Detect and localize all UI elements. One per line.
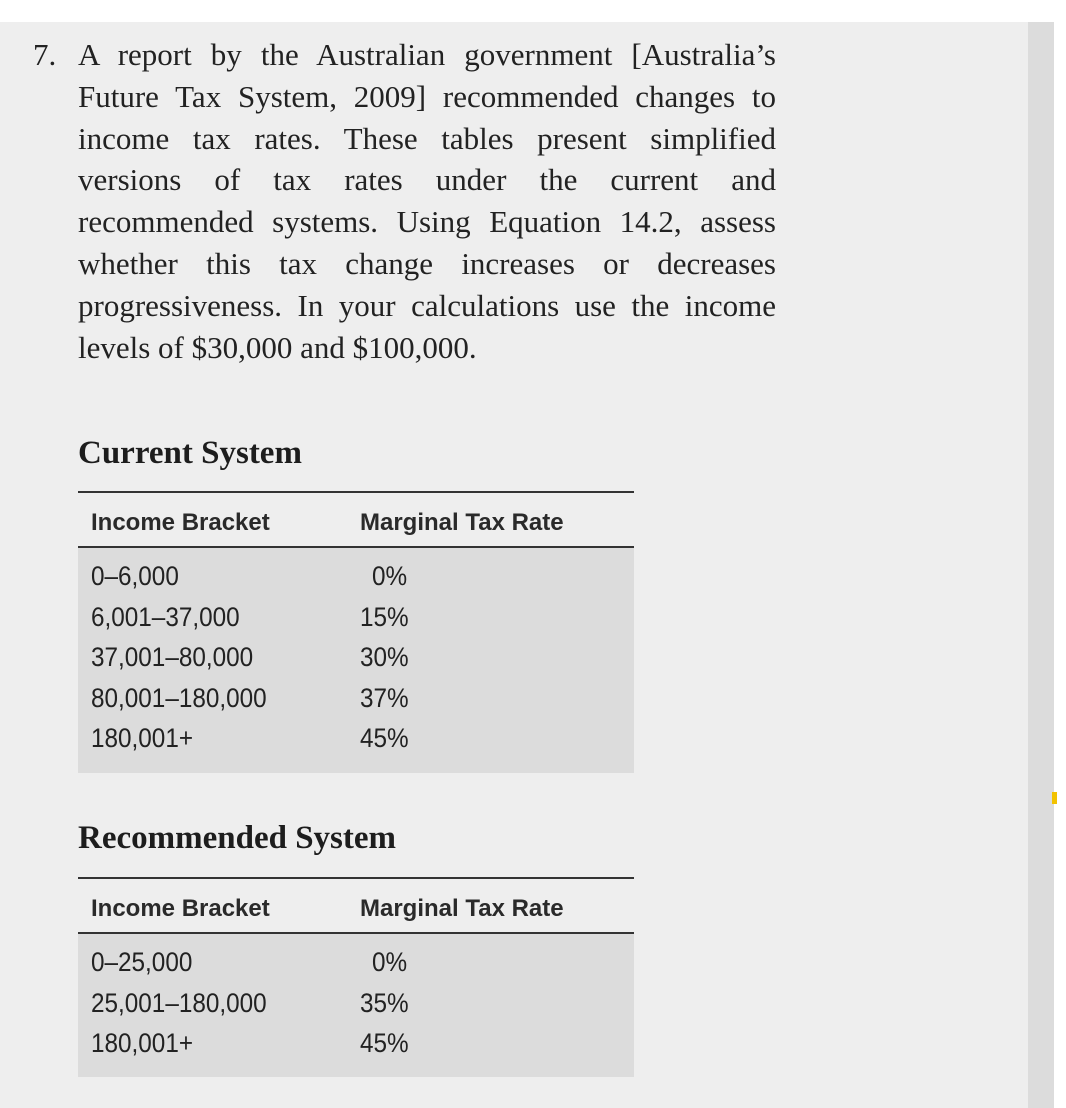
table-header-row xyxy=(78,879,634,933)
table-row xyxy=(78,944,634,985)
table-row xyxy=(78,985,634,1026)
recommended-system-table xyxy=(78,877,634,1077)
recommended-system-heading: Recommended System xyxy=(78,820,397,856)
tax-rate-cell: 45% xyxy=(360,1028,409,1058)
column-header-marginal-tax-rate: Marginal Tax Rate xyxy=(360,895,564,922)
problem-text: A report by the Australian government [Australia’s Future Tax System, 2009] recommended changes to income tax rates. These tables present simplified versions of tax rates under the current and recommended systems. Using Equation 14.2, assess whether this tax change increases or decreases progressiveness. In your calculations use the income levels of $30,000 and $100,000. xyxy=(78,37,776,365)
table-row xyxy=(78,720,634,761)
tax-rate-cell: 45% xyxy=(360,723,409,753)
current-system-heading: Current System xyxy=(78,435,302,471)
income-bracket-cell: 6,001–37,000 xyxy=(91,601,240,632)
tax-rate-cell: 37% xyxy=(360,682,409,713)
income-bracket-cell: 25,001–180,000 xyxy=(91,987,267,1018)
tax-rate-cell: 35% xyxy=(360,987,409,1018)
income-bracket-cell: 180,001+ xyxy=(91,723,194,753)
table-row xyxy=(78,1025,634,1066)
income-bracket-cell: 180,001+ xyxy=(91,1028,194,1058)
income-bracket-cell: 37,001–80,000 xyxy=(91,642,254,672)
income-bracket-cell: 0–6,000 xyxy=(91,561,179,591)
table-row xyxy=(78,558,634,599)
column-header-income-bracket: Income Bracket xyxy=(91,509,270,536)
table-body xyxy=(78,548,634,773)
top-strip xyxy=(0,0,1066,22)
tax-rate-cell: 30% xyxy=(360,642,409,672)
income-bracket-cell: 0–25,000 xyxy=(91,947,193,977)
table-row xyxy=(78,639,634,680)
problem-number: 7. xyxy=(33,37,57,72)
scrollbar-track[interactable] xyxy=(1028,22,1054,1108)
tax-rate-cell: 0% xyxy=(372,561,408,591)
scroll-marker xyxy=(1052,792,1057,804)
window-edge xyxy=(1054,22,1066,1108)
table-body xyxy=(78,934,634,1077)
column-header-income-bracket: Income Bracket xyxy=(91,895,270,922)
tax-rate-cell: 15% xyxy=(360,601,409,632)
current-system-table xyxy=(78,491,634,773)
tax-rate-cell: 0% xyxy=(372,947,408,977)
table-row xyxy=(78,599,634,640)
table-header-row xyxy=(78,493,634,547)
table-row xyxy=(78,680,634,721)
income-bracket-cell: 80,001–180,000 xyxy=(91,682,267,713)
column-header-marginal-tax-rate: Marginal Tax Rate xyxy=(360,509,564,536)
